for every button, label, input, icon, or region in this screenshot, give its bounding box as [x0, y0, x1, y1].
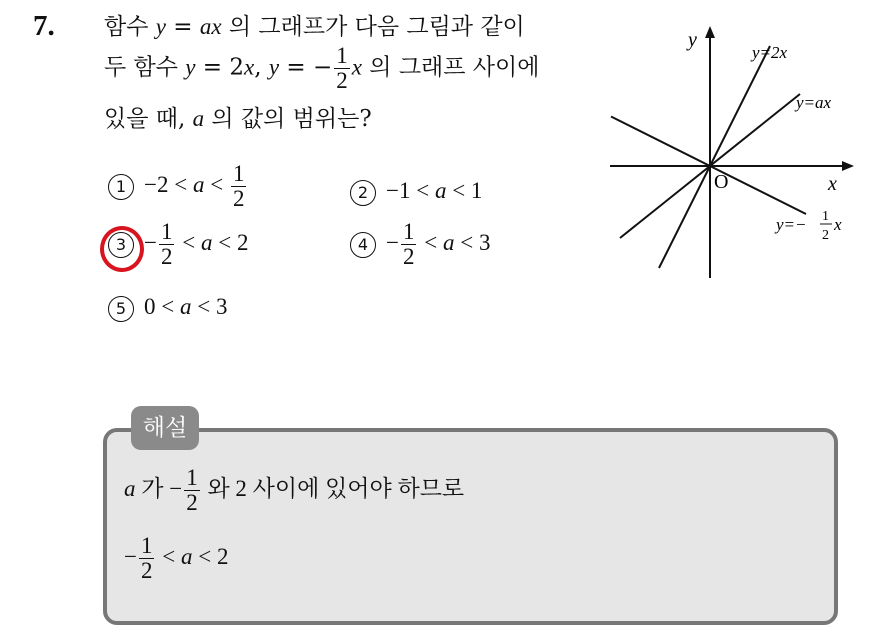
- origin-label: O: [714, 171, 729, 193]
- choice-mark: 1: [108, 174, 134, 200]
- label-y-neg-prefix: y=−: [776, 215, 807, 234]
- fraction: [231, 162, 247, 211]
- fraction: [159, 220, 175, 269]
- question-var: y: [155, 14, 166, 39]
- choice-text: <: [418, 229, 443, 255]
- solution-text: −: [124, 543, 137, 569]
- choice-var: a: [442, 229, 455, 255]
- question-var: a: [192, 106, 205, 131]
- label-neg-suffix: x: [834, 215, 842, 234]
- fraction-denominator: 2: [336, 68, 348, 94]
- line-y-2x: [659, 46, 770, 268]
- choice-text: < 3: [454, 229, 491, 255]
- label-neg-numerator: 1: [822, 209, 829, 224]
- y-axis-label: y: [688, 29, 697, 51]
- choice-mark: 4: [350, 232, 376, 258]
- function-graph: [600, 18, 870, 288]
- choice-text: −1 <: [386, 178, 435, 203]
- solution-text: 가 −: [135, 475, 183, 501]
- solution-line-2: [124, 534, 228, 583]
- y-axis-arrow: [705, 26, 715, 38]
- question-text: 있을 때,: [104, 106, 193, 132]
- choice-var: a: [434, 178, 447, 203]
- fraction: [184, 466, 200, 515]
- choice-mark: 2: [350, 180, 376, 206]
- question-var: ax: [199, 14, 222, 39]
- solution-var: a: [124, 475, 136, 501]
- fraction-denominator: 2: [160, 244, 173, 270]
- fraction-denominator: 2: [186, 490, 198, 516]
- question-text: = −: [279, 54, 333, 81]
- choice-var: a: [192, 171, 205, 197]
- selected-answer-circle: [100, 226, 144, 272]
- problem-number: 7.: [33, 10, 55, 42]
- label-y-ax: y=ax: [796, 93, 832, 112]
- label-neg-denominator: 2: [822, 228, 829, 243]
- choice-text: −: [144, 229, 157, 255]
- question-text: ,: [254, 54, 269, 81]
- choice-text: < 3: [191, 294, 228, 319]
- choice-mark: 5: [108, 296, 134, 322]
- solution-text: <: [156, 543, 181, 569]
- solution-tag: 해설: [131, 406, 199, 450]
- choice-var: a: [200, 229, 213, 255]
- question-text: = 2: [195, 54, 245, 81]
- choice-text: −2 <: [144, 171, 193, 197]
- question-var: x: [244, 54, 255, 80]
- choice-var: a: [179, 294, 192, 319]
- fraction-numerator: 1: [402, 219, 415, 244]
- solution-line-1: [124, 466, 464, 515]
- fraction: [401, 220, 417, 269]
- question-var: y: [185, 54, 196, 80]
- question-line-2: [104, 44, 539, 93]
- question-text: 의 값의 범위는?: [204, 106, 372, 132]
- question-var: x: [351, 54, 362, 80]
- label-y-2x: y=2x: [752, 43, 788, 62]
- fraction: [139, 534, 155, 583]
- fraction-numerator: 1: [140, 533, 153, 558]
- solution-box: [103, 428, 838, 625]
- question-text: 의 그래프가 다음 그림과 같이: [221, 14, 525, 40]
- fraction-numerator: 1: [232, 161, 245, 186]
- choice-5[interactable]: [108, 294, 227, 322]
- question-text: =: [165, 14, 200, 40]
- fraction-denominator: 2: [232, 186, 245, 212]
- choice-2[interactable]: [350, 178, 482, 206]
- fraction-numerator: 1: [186, 465, 198, 490]
- solution-text: 와 2 사이에 있어야 하므로: [201, 475, 465, 501]
- question-line-3: [104, 100, 372, 133]
- solution-text: < 2: [192, 543, 229, 569]
- fraction-denominator: 2: [140, 558, 153, 584]
- choice-text: −: [386, 229, 399, 255]
- fraction-numerator: 1: [336, 43, 348, 68]
- choice-4[interactable]: [350, 220, 490, 269]
- choice-text: <: [204, 171, 229, 197]
- question-var: y: [268, 54, 280, 80]
- fraction-numerator: 1: [160, 219, 173, 244]
- fraction-denominator: 2: [402, 244, 415, 270]
- solution-var: a: [180, 543, 193, 569]
- choice-mark: 3: [108, 232, 134, 258]
- question-text: 두 함수: [104, 54, 186, 81]
- x-axis-arrow: [842, 161, 854, 171]
- x-axis-label: x: [828, 173, 837, 195]
- question-line-1: [104, 8, 525, 41]
- choice-text: 0 <: [144, 294, 180, 319]
- choice-text: < 1: [446, 178, 483, 203]
- question-text: 의 그래프 사이에: [361, 54, 540, 81]
- fraction: [334, 44, 350, 93]
- choice-1[interactable]: [108, 162, 248, 211]
- choice-text: < 2: [212, 229, 249, 255]
- question-text: 함수: [104, 14, 156, 40]
- choice-text: <: [176, 229, 201, 255]
